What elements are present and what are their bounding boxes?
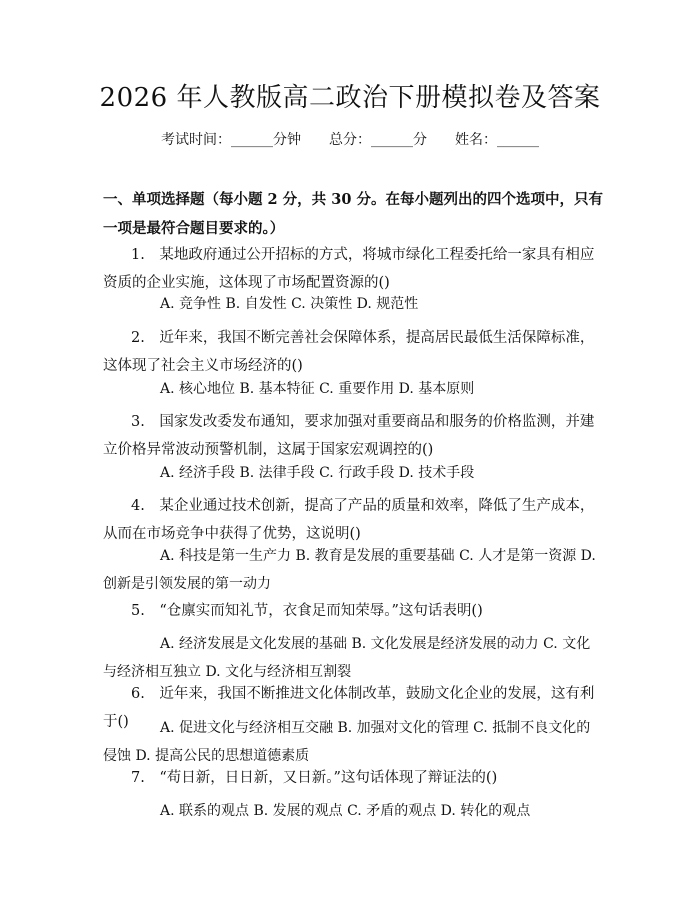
- question-stem: 7. “苟日新，日日新，又日新。”这句话体现了辩证法的(): [131, 770, 498, 786]
- exam-time-field: 考试时间：______分钟: [161, 132, 301, 148]
- question-stem: 4. 某企业通过技术创新，提高了产品的质量和效率，降低了生产成本，从而在市场竞争中获得了优势，这说明(): [103, 498, 595, 542]
- total-score-field: 总分：______分: [329, 132, 427, 148]
- question-stem: 6. 近年来，我国不断推进文化体制改革，鼓励文化企业的发展，这有利于(): [103, 686, 595, 730]
- student-name-field: 姓名：______: [455, 132, 539, 148]
- exam-meta: [0, 128, 700, 152]
- question-stem: 5. “仓廪实而知礼节，衣食足而知荣辱。”这句话表明(): [131, 603, 483, 619]
- question-options: A. 核心地位 B. 基本特征 C. 重要作用 D. 基本原则: [160, 381, 475, 397]
- question-options: A. 经济手段 B. 法律手段 C. 行政手段 D. 技术手段: [160, 465, 475, 481]
- question-options: A. 经济发展是文化发展的基础 B. 文化发展是经济发展的动力 C. 文化与经济相互独立 D. 文化与经济相互割裂: [103, 636, 591, 680]
- question-options: A. 联系的观点 B. 发展的观点 C. 矛盾的观点 D. 转化的观点: [160, 803, 531, 819]
- question-options: A. 竞争性 B. 自发性 C. 决策性 D. 规范性: [160, 296, 419, 312]
- question-options: A. 科技是第一生产力 B. 教育是发展的重要基础 C. 人才是第一资源 D. 创新是引领发展的第一动力: [103, 548, 596, 592]
- question-stem: 2. 近年来，我国不断完善社会保障体系，提高居民最低生活保障标准，这体现了社会主义市场经济的(): [103, 330, 595, 374]
- page-title: 2026 年人教版高二政治下册模拟卷及答案: [99, 83, 601, 113]
- section-heading: 一、单项选择题（每小题 2 分，共 30 分。在每小题列出的四个选项中，只有一项是最符合题目要求的。）: [103, 191, 603, 237]
- question-stem: 1. 某地政府通过公开招标的方式，将城市绿化工程委托给一家具有相应资质的企业实施，这体现了市场配置资源的(): [103, 247, 595, 291]
- question-options: A. 促进文化与经济相互交融 B. 加强对文化的管理 C. 抵制不良文化的侵蚀 D. 提高公民的思想道德素质: [103, 720, 591, 764]
- question-stem: 3. 国家发改委发布通知，要求加强对重要商品和服务的价格监测，并建立价格异常波动预警机制，这属于国家宏观调控的(): [103, 414, 595, 458]
